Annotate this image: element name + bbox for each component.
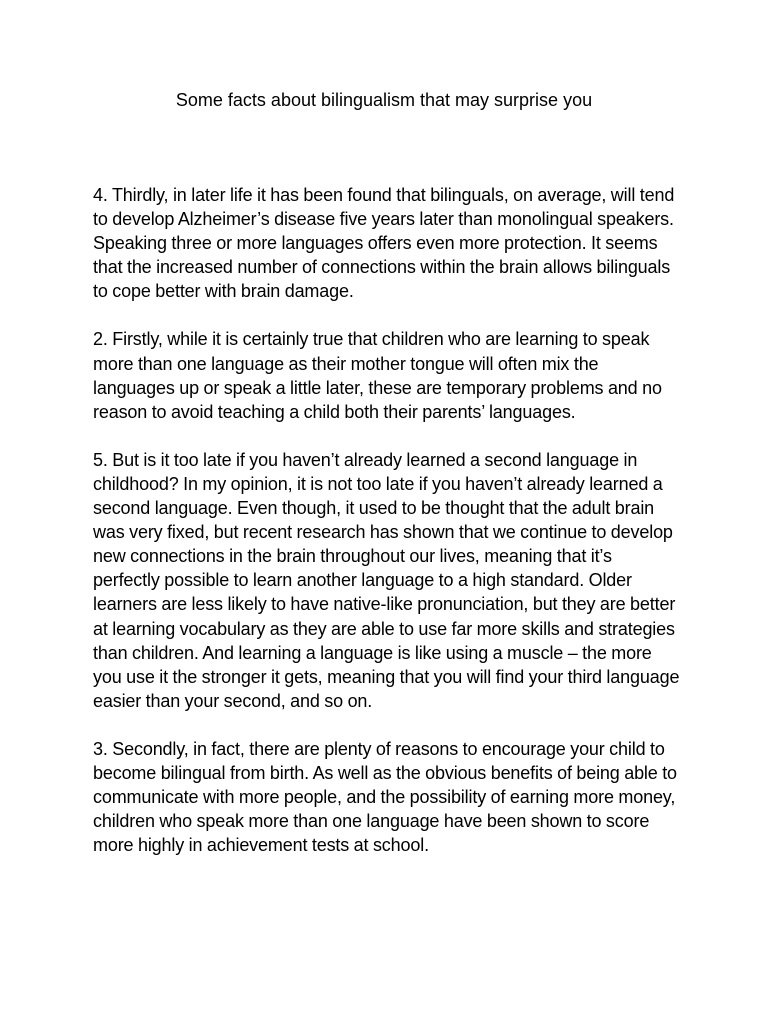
paragraph-secondly: 3. Secondly, in fact, there are plenty of reasons to encourage your child to become bilingual from birth. As well as the obvious benefits of being able to communicate with more people, and the possibility of earning more money, children who speak more than one language have been shown to score more highly in achievement tests at school. bbox=[93, 738, 677, 856]
document-body bbox=[93, 183, 683, 857]
paragraph-firstly: 2. Firstly, while it is certainly true that children who are learning to speak more than one language as their mother tongue will often mix the languages up or speak a little later, these are temporary problems and no reason to avoid teaching a child both their parents’ languages. bbox=[93, 329, 662, 422]
document-title: Some facts about bilingualism that may surprise you bbox=[175, 90, 593, 110]
paragraph-thirdly: 4. Thirdly, in later life it has been found that bilinguals, on average, will tend to develop Alzheimer’s disease five years later than monolingual speakers. Speaking three or more languages offers even more protection. It seems that the increased number of connections within the brain allows bilinguals to cope better with brain damage. bbox=[93, 185, 675, 302]
paragraph-too-late: 5. But is it too late if you haven’t already learned a second language in childhood? In my opinion, it is not too late if you haven’t already learned a second language. Even though, it used to be thought that the adult brain was very fixed, but recent research has shown that we continue to develop new connections in the brain throughout our lives, meaning that it’s perfectly possible to learn another language to a high standard. Older learners are less likely to have native-like pronunciation, but they are better at learning vocabulary as they are able to use far more skills and strategies than children. And learning a language is like using a muscle – the more you use it the stronger it gets, meaning that you will find your third language easier than your second, and so on. bbox=[93, 449, 680, 711]
